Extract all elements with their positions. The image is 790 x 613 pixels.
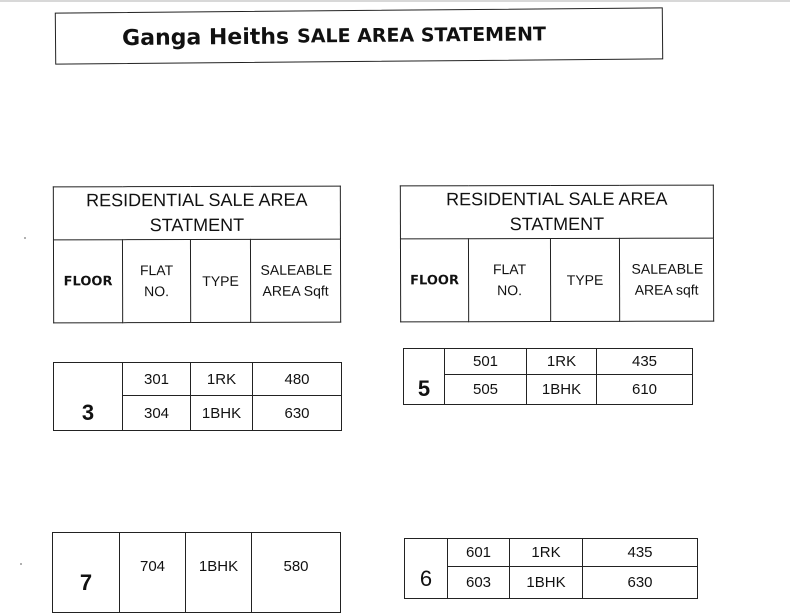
header-title-left: RESIDENTIAL SALE AREA STATMENT [53,186,340,240]
saleable-area: 580 [252,533,341,613]
flat-number: 505 [445,375,527,405]
flat-type: 1RK [527,349,597,375]
floor-number: 7 [53,533,120,613]
saleable-area: 435 [583,539,698,567]
saleable-area: 480 [253,363,342,396]
flat-number: 704 [120,533,186,613]
project-name: Ganga Heiths [122,24,290,51]
col-type-right: TYPE [550,238,619,321]
floor-7-table [52,532,341,613]
col-floor-right: FLOOR [400,239,468,322]
flat-number: 501 [445,349,527,375]
col-flat-right: FLAT NO. [468,239,550,322]
saleable-area: 610 [597,375,693,405]
col-type-left: TYPE [190,239,250,322]
flat-type: 1RK [510,539,583,567]
flat-type: 1BHK [527,375,597,405]
col-area-right: SALEABLE AREA sqft [619,238,713,321]
col-floor-left: FLOOR [53,240,122,323]
table-row [54,363,342,396]
scan-speck [24,237,26,239]
flat-number: 301 [123,363,191,396]
col-area-left: SALEABLE AREA Sqft [250,239,340,322]
floor-number: 6 [405,539,448,599]
floor-number: 5 [404,349,445,405]
floor-3-table [53,362,342,431]
flat-number: 601 [448,539,510,567]
saleable-area: 630 [583,567,698,599]
flat-number: 304 [123,396,191,431]
header-table-left [53,186,341,324]
flat-type: 1BHK [510,567,583,599]
flat-type: 1BHK [191,396,253,431]
header-title-right: RESIDENTIAL SALE AREA STATMENT [400,185,713,239]
scan-speck [20,563,22,565]
statement-title: SALE AREA STATEMENT [296,23,546,48]
floor-6-table [404,538,698,599]
col-flat-left: FLAT NO. [122,240,190,323]
page-top-edge [0,0,790,2]
document-title-box [55,7,663,64]
flat-number: 603 [448,567,510,599]
table-row [404,375,693,405]
flat-type: 1BHK [186,533,252,613]
table-row [405,539,698,567]
header-table-right [400,185,714,323]
floor-number: 3 [54,363,123,431]
floor-5-table [403,348,693,405]
table-row [405,567,698,599]
saleable-area: 630 [253,396,342,431]
table-row [53,533,341,613]
saleable-area: 435 [597,349,693,375]
table-row [404,349,693,375]
flat-type: 1RK [191,363,253,396]
